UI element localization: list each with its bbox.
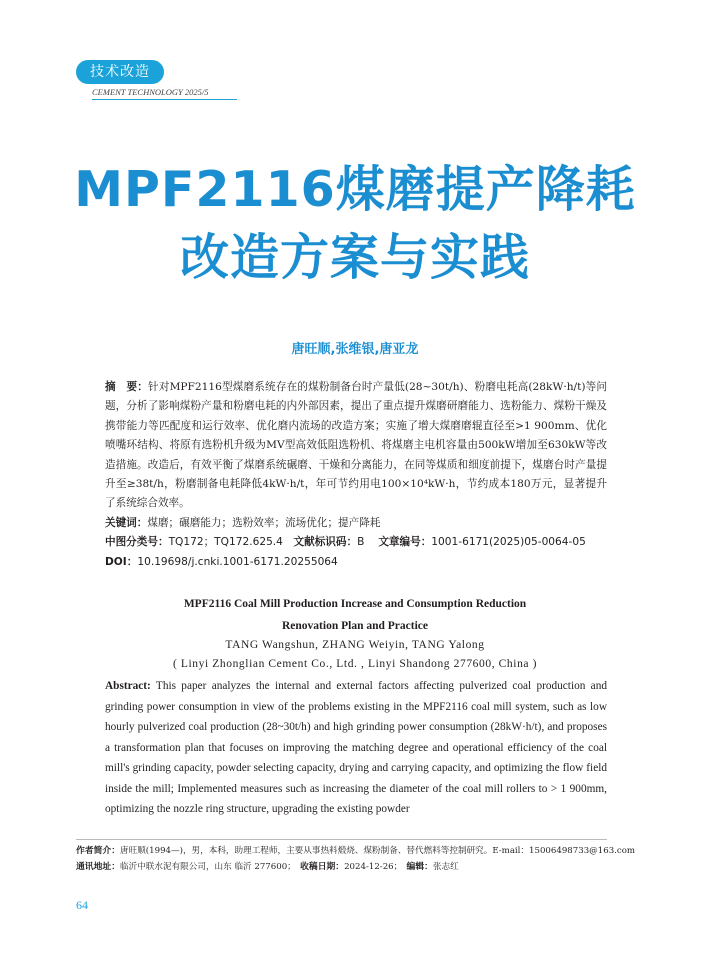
footnote-divider: [76, 839, 607, 840]
classification-line: [105, 533, 607, 552]
abstract-text: 针对MPF2116型煤磨系统存在的煤粉制备台时产量低(28~30t/h)、粉磨电耗高(28kW·h/t)等问题，分析了影响煤粉产量和粉磨电耗的内外部因素，提出了重点提升煤磨研磨能力、选粉能力、煤粉干燥及携带能力等匹配度和运行效率、优化磨内流场的改造方案；实施了增大煤磨磨辊直径至>1 900mm、优化喷嘴环结构、将原有选粉机升级为MV型高效低阻选粉机、将煤磨主电机容量由500kW增加至630kW等改造措施。改造后，有效平衡了煤磨系统碾磨、干燥和分离能力，在同等煤质和细度前提下，煤磨台时产量提升至≥38t/h，粉磨制备电耗降低4kW·h/t，年可节约用电100×10⁴kW·h，节约成本180万元，显著提升了系统综合效率。: [105, 381, 608, 510]
author-bio-label: 作者简介：: [76, 846, 120, 856]
author-bio-text: 唐旺顺(1994—)，男，本科，助理工程师，主要从事热料煅烧、煤粉制备、替代燃料等控制研究。E-mail：15006498733@163.com: [120, 846, 636, 856]
article-title-line-1: MPF2116煤磨提产降耗: [74, 161, 636, 218]
received-label: 收稿日期：: [300, 862, 345, 872]
doc-code-label: 文献标识码：: [293, 536, 358, 549]
address-label: 通讯地址：: [76, 862, 120, 872]
chinese-front-matter: [105, 378, 607, 572]
editor-label: 编辑：: [406, 862, 433, 872]
article-number-label: 文章编号：: [378, 536, 432, 549]
doc-code-value: B: [357, 536, 365, 549]
page-number: 64: [76, 898, 88, 912]
received-date: 2024-12-26；: [344, 862, 398, 872]
english-abstract-label: Abstract:: [105, 680, 151, 692]
journal-issue-line: CEMENT TECHNOLOGY 2025/5: [92, 87, 237, 100]
keywords-label: 关键词：: [105, 516, 148, 529]
clc-value: TQ172；TQ172.625.4: [168, 536, 283, 549]
english-title-line-1: MPF2116 Coal Mill Production Increase and Consumption Reduction: [183, 598, 527, 610]
article-number-value: 1001-6171(2025)05-0064-05: [431, 536, 586, 549]
english-abstract: [105, 676, 607, 820]
address-text: 临沂中联水泥有限公司，山东 临沂 277600；: [120, 862, 292, 872]
author-bio-footnote: [76, 844, 636, 858]
clc-label: 中图分类号：: [105, 536, 169, 549]
chinese-abstract: [105, 378, 607, 514]
keywords-text: 煤磨；碾磨能力；选粉效率；流场优化；提产降耗: [147, 516, 381, 529]
address-footnote: [76, 860, 607, 874]
article-title-line-2: 改造方案与实践: [179, 229, 530, 286]
english-affiliation: ( Linyi Zhonglian Cement Co., Ltd. , Linyi Shandong 277600, China ): [172, 658, 538, 670]
doi-label: DOI：: [105, 555, 138, 568]
doi-line: [105, 553, 607, 572]
keywords: [105, 514, 607, 533]
editor-name: 张志红: [432, 862, 459, 872]
section-tag: 技术改造: [76, 60, 164, 84]
english-title-line-2: Renovation Plan and Practice: [282, 620, 428, 632]
english-authors: TANG Wangshun, ZHANG Weiyin, TANG Yalong: [225, 639, 485, 651]
english-abstract-text: This paper analyzes the internal and external factors affecting pulverized coal production and grinding power consumption in view of the problems existing in the MPF2116 coal mill system, such as low hourly pulverized coal production (28~30t/h) and high grinding power consumption (28kW·h/t), and proposes a transformation plan that focuses on improving the matching degree and operational efficiency of the coal mill's grinding capacity, powder selecting capacity, drying and carrying capacity, and optimizing the flow field inside the mill; Implemented measures such as increasing the diameter of the coal mill rollers to > 1 900mm, optimizing the nozzle ring structure, upgrading the existing powder: [105, 680, 607, 815]
abstract-label: 摘 要：: [105, 381, 149, 393]
author-list: 唐旺顺,张维银,唐亚龙: [291, 342, 419, 357]
doi-value: 10.19698/j.cnki.1001-6171.20255064: [137, 555, 338, 568]
